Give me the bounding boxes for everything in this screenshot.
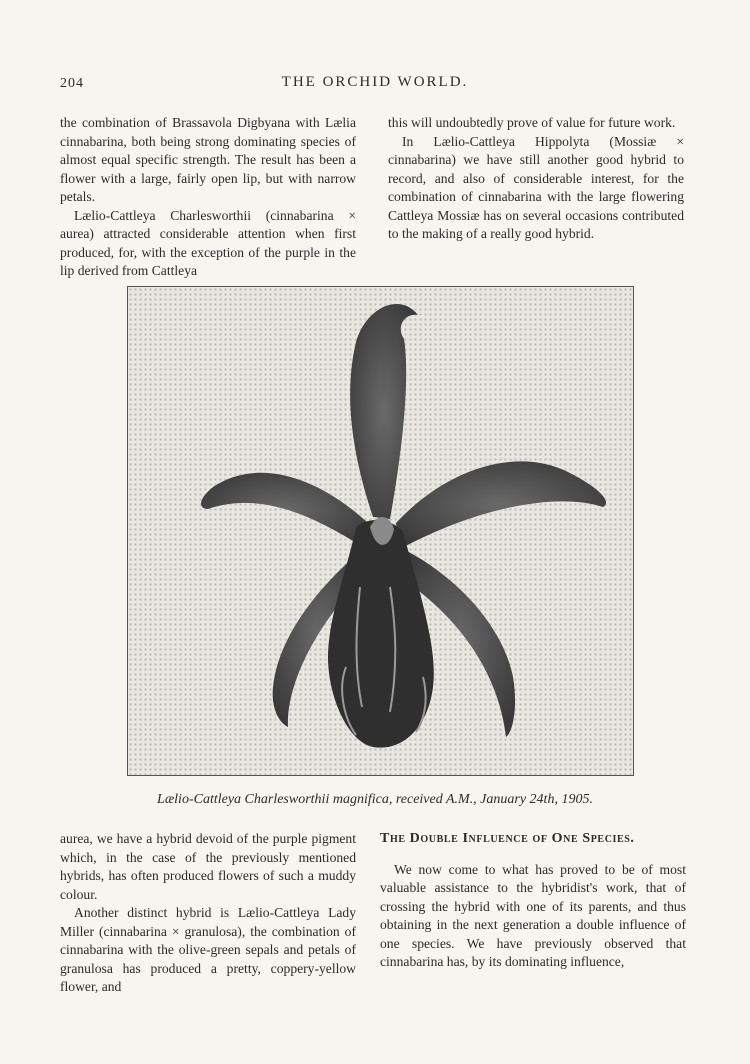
lip [328,520,434,748]
paragraph: We now come to what has proved to be of most valuable assistance to the hybridist's work, that of crossing the hybrid with one of its parents, and thus obtaining in the next generation a double influence of one species. We have previously observed that cinnabarina has, by its dominating influence, [380,861,686,969]
top-right-column [388,114,684,244]
bottom-right-column [380,830,686,972]
orchid-illustration [128,287,633,775]
paragraph: In Lælio-Cattleya Hippolyta (Mossiæ × cinnabarina) we have still another good hybrid to record, and also of considerable interest, for the combination of cinnabarina with the large flowering Cattleya Mossiæ has on several occasions contributed to the making of a really good hybrid. [388,133,684,241]
dorsal-sepal [350,304,418,519]
top-left-column [60,114,356,281]
paragraph: Another distinct hybrid is Lælio-Cattleya Lady Miller (cinnabarina × granulosa), the combination of cinnabarina with the olive-green sepals and petals of granulosa has produced a pretty, coppery-yellow flower, and [60,905,356,994]
orchid-photograph [127,286,634,776]
bottom-left-column [60,830,356,997]
left-petal [201,473,368,549]
paragraph: the combination of Brassavola Digbyana with Lælia cinnabarina, both being strong dominating species of almost equal specific strength. The result has been a flower with a large, fairly open lip, but with narrow petals. [60,115,356,204]
paragraph: Lælio-Cattleya Charlesworthii (cinnabarina × aurea) attracted considerable attention when first produced, for, with the exception of the purple in the lip derived from Cattleya [60,207,356,278]
running-title: THE ORCHID WORLD. [281,74,469,90]
paragraph: this will undoubtedly prove of value for future work. [388,115,676,130]
paragraph: aurea, we have a hybrid devoid of the purple pigment which, in the case of the previously mentioned hybrids, has often produced flowers of such a muddy colour. [60,831,356,902]
section-heading: The Double Influence of One Species. [380,831,635,846]
right-petal [396,461,606,549]
figure-caption: Lælio-Cattleya Charlesworthii magnifica, received A.M., January 24th, 1905. [157,792,593,807]
page-number: 204 [60,76,84,91]
